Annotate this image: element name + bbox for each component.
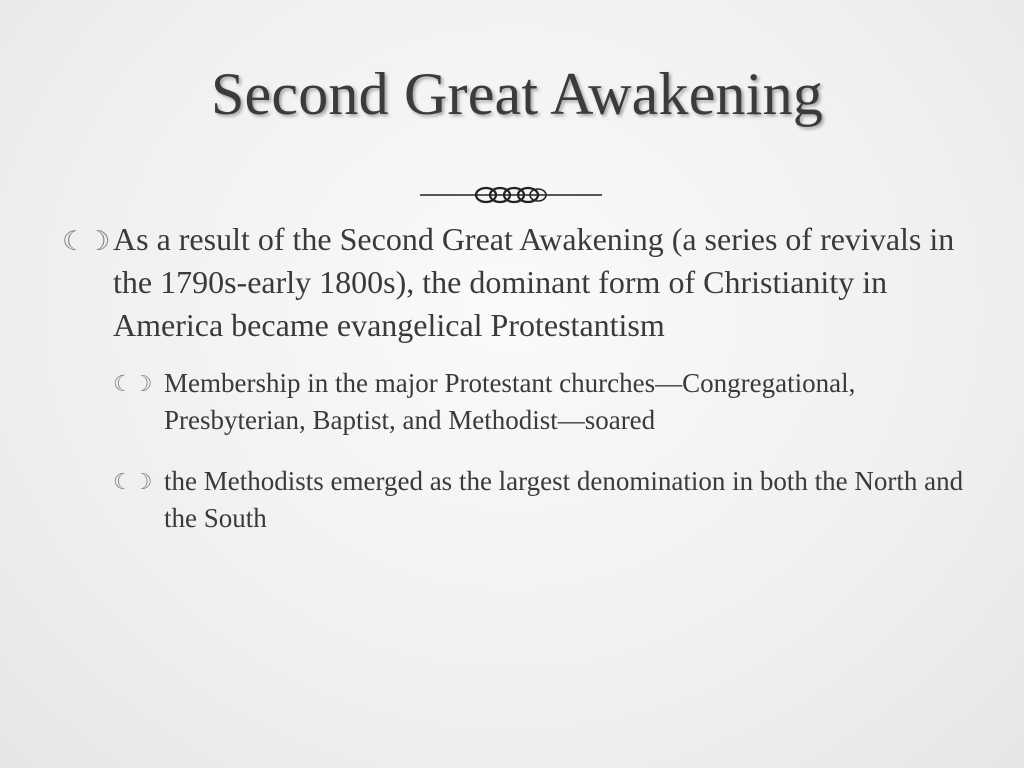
- slide-title: Second Great Awakening: [210, 61, 824, 127]
- twin-crescent-bullet-icon: ☾☽: [113, 371, 153, 396]
- bullet-list: [60, 218, 980, 561]
- scroll-ornament-icon: [418, 178, 604, 212]
- bullet-text: As a result of the Second Great Awakening (a series of revivals in the 1790s-early 1800s), the dominant form of Christianity in America became evangelical Protestantism: [113, 221, 955, 343]
- sub-bullet-text: the Methodists emerged as the largest denomination in both the North and the South: [164, 466, 964, 533]
- sub-bullet-item: [113, 463, 980, 536]
- twin-crescent-bullet-icon: ☾☽: [113, 469, 153, 494]
- sub-bullet-text: Membership in the major Protestant churches—Congregational, Presbyterian, Baptist, and Methodist—soared: [164, 368, 856, 435]
- sub-bullet-item: [113, 365, 980, 438]
- twin-crescent-bullet-icon: ☾☽: [62, 226, 111, 256]
- bullet-item: [60, 218, 980, 347]
